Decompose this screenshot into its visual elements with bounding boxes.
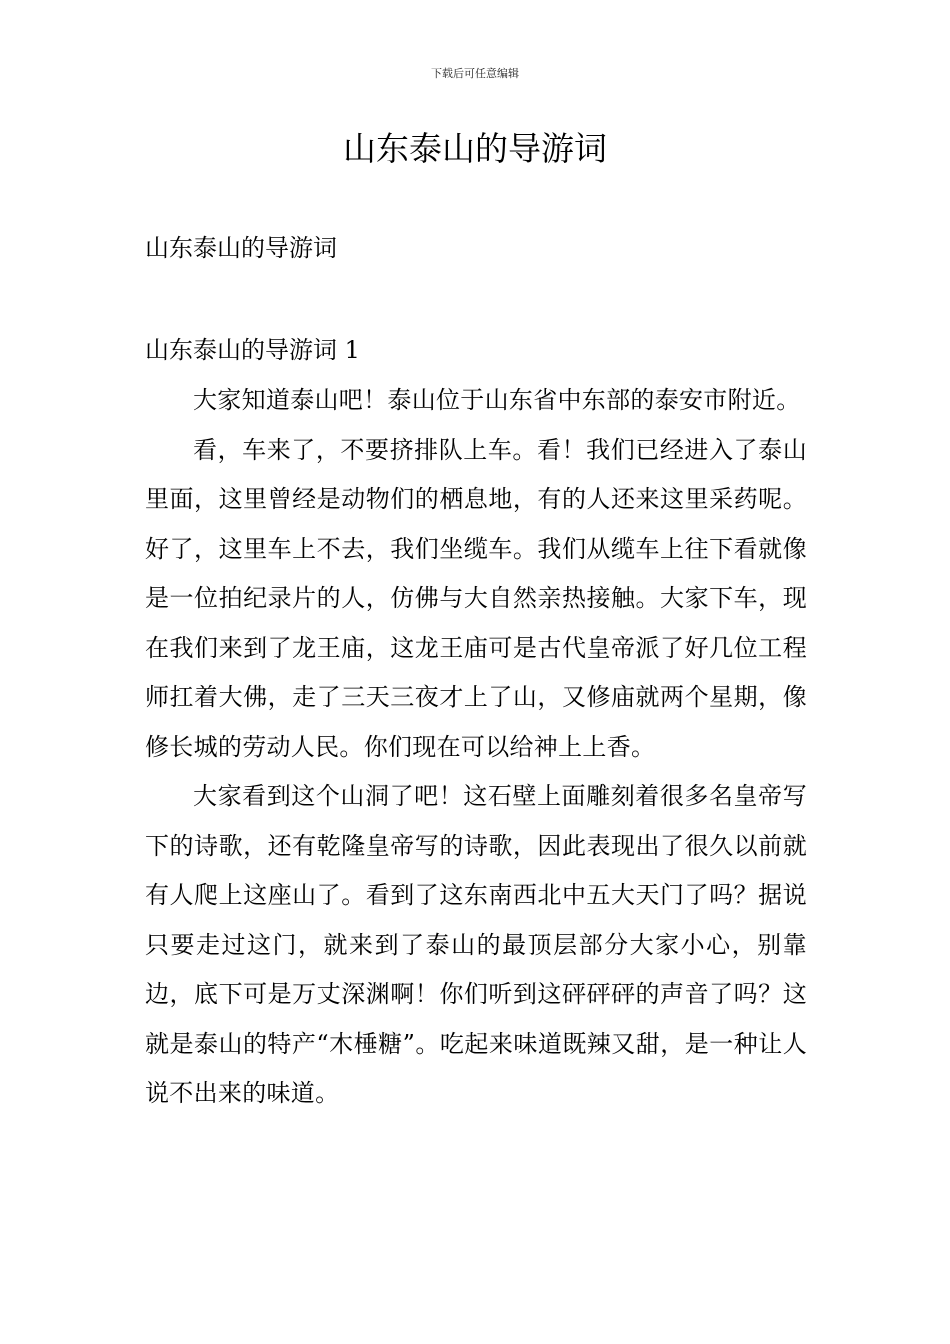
paragraph: 大家看到这个山洞了吧！这石壁上面雕刻着很多名皇帝写下的诗歌，还有乾隆皇帝写的诗歌，因此表现出了很久以前就有人爬上这座山了。看到了这东南西北中五大天门了吗？据说只要走过这门，就来到了泰山的最顶层部分大家小心，别靠边，底下可是万丈深渊啊！你们听到这砰砰砰的声音了吗？这就是泰山的特产“木棰糖”。吃起来味道既辣又甜，是一种让人说不出来的味道。 (145, 782, 807, 1107)
paragraph: 大家知道泰山吧！泰山位于山东省中东部的泰安市附近。 (193, 386, 801, 414)
section-heading: 山东泰山的导游词 1 (145, 336, 360, 364)
document-title: 山东泰山的导游词 (343, 129, 607, 168)
body-text (145, 376, 807, 1119)
paragraph: 看，车来了，不要挤排队上车。看！我们已经进入了泰山里面，这里曾经是动物们的栖息地，有的人还来这里采药呢。好了，这里车上不去，我们坐缆车。我们从缆车上往下看就像是一位拍纪录片的人，仿佛与大自然亲热接触。大家下车，现在我们来到了龙王庙，这龙王庙可是古代皇帝派了好几位工程师扛着大佛，走了三天三夜才上了山，又修庙就两个星期，像修长城的劳动人民。你们现在可以给神上上香。 (145, 435, 807, 761)
header-note: 下载后可任意编辑 (431, 67, 519, 80)
document-subtitle: 山东泰山的导游词 (145, 234, 337, 262)
